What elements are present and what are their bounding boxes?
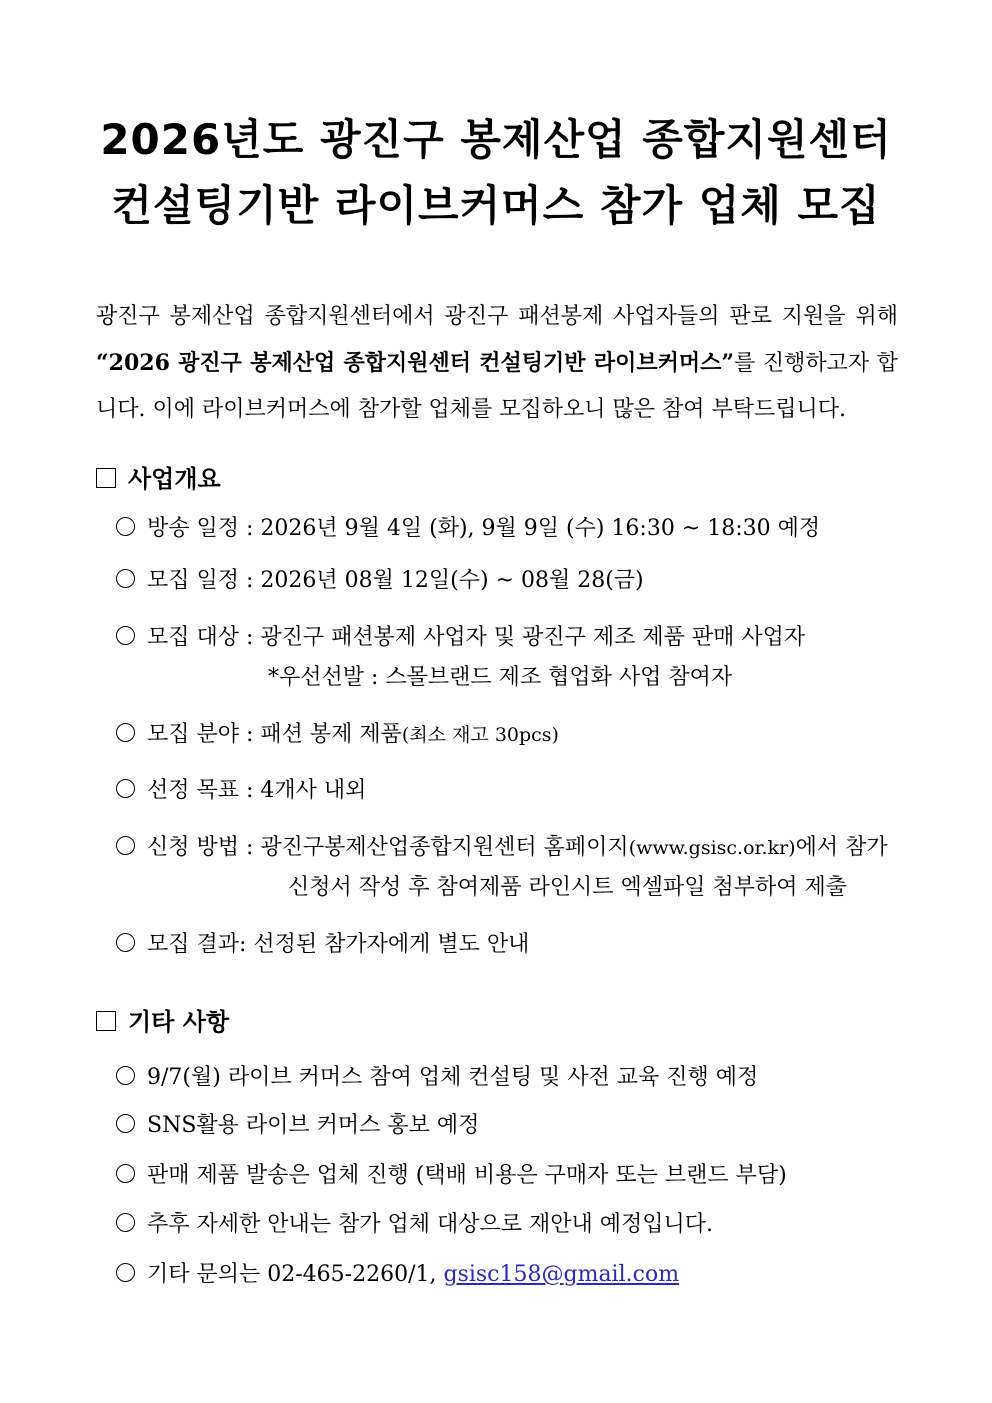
apply-url: (www.gsisc.or.kr) <box>628 837 796 859</box>
circle-bullet-icon <box>116 1263 135 1282</box>
list-item-contact <box>116 1257 679 1293</box>
list-item-sns <box>116 1108 479 1144</box>
list-item-followup <box>116 1207 713 1243</box>
title-line-1: 2026년도 광진구 봉제산업 종합지원센터 <box>100 115 892 164</box>
target-note: *우선선발 : 스몰브랜드 제조 협업화 사업 참여자 <box>268 665 733 690</box>
broadcast-text: 방송 일정 : 2026년 9월 4일 (화), 9월 9일 (수) 16:30 ~ 18:30 예정 <box>147 516 821 541</box>
circle-bullet-icon <box>116 569 135 588</box>
shipping-text: 판매 제품 발송은 업체 진행 (택배 비용은 구매자 또는 브랜드 부담) <box>147 1163 787 1188</box>
title-line-2: 컨설팅기반 라이브커머스 참가 업체 모집 <box>111 181 881 230</box>
section-heading-overview <box>96 463 221 495</box>
circle-bullet-icon <box>116 836 135 855</box>
section-heading-other-label: 기타 사항 <box>128 1008 230 1036</box>
recruit-period-text: 모집 일정 : 2026년 08월 12일(수) ~ 08월 28(금) <box>147 568 644 593</box>
list-item-recruit-period <box>116 563 644 599</box>
list-item-field <box>116 717 559 753</box>
target-text: 모집 대상 : 광진구 패션봉제 사업자 및 광진구 제조 제품 판매 사업자 <box>147 625 806 650</box>
followup-text: 추후 자세한 안내는 참가 업체 대상으로 재안내 예정입니다. <box>147 1212 713 1237</box>
intro-text-2: 를 진행하고자 합니다. 이에 라이브커머스에 참가할 업체를 모집하오니 많은 참여 부탁드립니다. <box>96 351 898 422</box>
section-heading-other <box>96 1006 229 1038</box>
list-item-result <box>116 927 529 963</box>
list-item-target <box>116 620 805 656</box>
circle-bullet-icon <box>116 626 135 645</box>
apply-text-end: 에서 참가 <box>795 835 888 860</box>
circle-bullet-icon <box>116 1164 135 1183</box>
intro-paragraph <box>96 294 898 433</box>
circle-bullet-icon <box>116 933 135 952</box>
apply-text: 신청 방법 : 광진구봉제산업종합지원센터 홈페이지 <box>147 835 629 860</box>
circle-bullet-icon <box>116 517 135 536</box>
square-bullet-icon <box>96 1011 116 1031</box>
circle-bullet-icon <box>116 779 135 798</box>
section-heading-overview-label: 사업개요 <box>128 465 221 493</box>
circle-bullet-icon <box>116 723 135 742</box>
list-item-shipping <box>116 1158 787 1194</box>
list-item-consulting <box>116 1060 758 1096</box>
list-item-apply <box>116 830 888 866</box>
intro-text-1: 광진구 봉제산업 종합지원센터에서 광진구 패션봉제 사업자들의 판로 지원을 위해 <box>96 304 898 329</box>
square-bullet-icon <box>96 468 116 488</box>
apply-line-2: 신청서 작성 후 참여제품 라인시트 엑셀파일 첨부하여 제출 <box>288 875 848 900</box>
field-text: 모집 분야 : 패션 봉제 제품 <box>147 722 402 747</box>
circle-bullet-icon <box>116 1066 135 1085</box>
field-note: (최소 재고 30pcs) <box>401 724 559 746</box>
contact-email-link[interactable]: gsisc158@gmail.com <box>443 1262 680 1287</box>
sns-text: SNS활용 라이브 커머스 홍보 예정 <box>147 1113 480 1138</box>
list-item-goal <box>116 773 366 809</box>
circle-bullet-icon <box>116 1213 135 1232</box>
contact-text: 기타 문의는 02-465-2260/1, <box>147 1262 444 1287</box>
result-text: 모집 결과: 선정된 참가자에게 별도 안내 <box>147 932 530 957</box>
goal-text: 선정 목표 : 4개사 내외 <box>147 778 367 803</box>
list-item-broadcast <box>116 511 820 547</box>
consulting-text: 9/7(월) 라이브 커머스 참여 업체 컨설팅 및 사전 교육 진행 예정 <box>147 1065 759 1090</box>
intro-program-name: “2026 광진구 봉제산업 종합지원센터 컨설팅기반 라이브커머스” <box>96 350 734 376</box>
circle-bullet-icon <box>116 1114 135 1133</box>
